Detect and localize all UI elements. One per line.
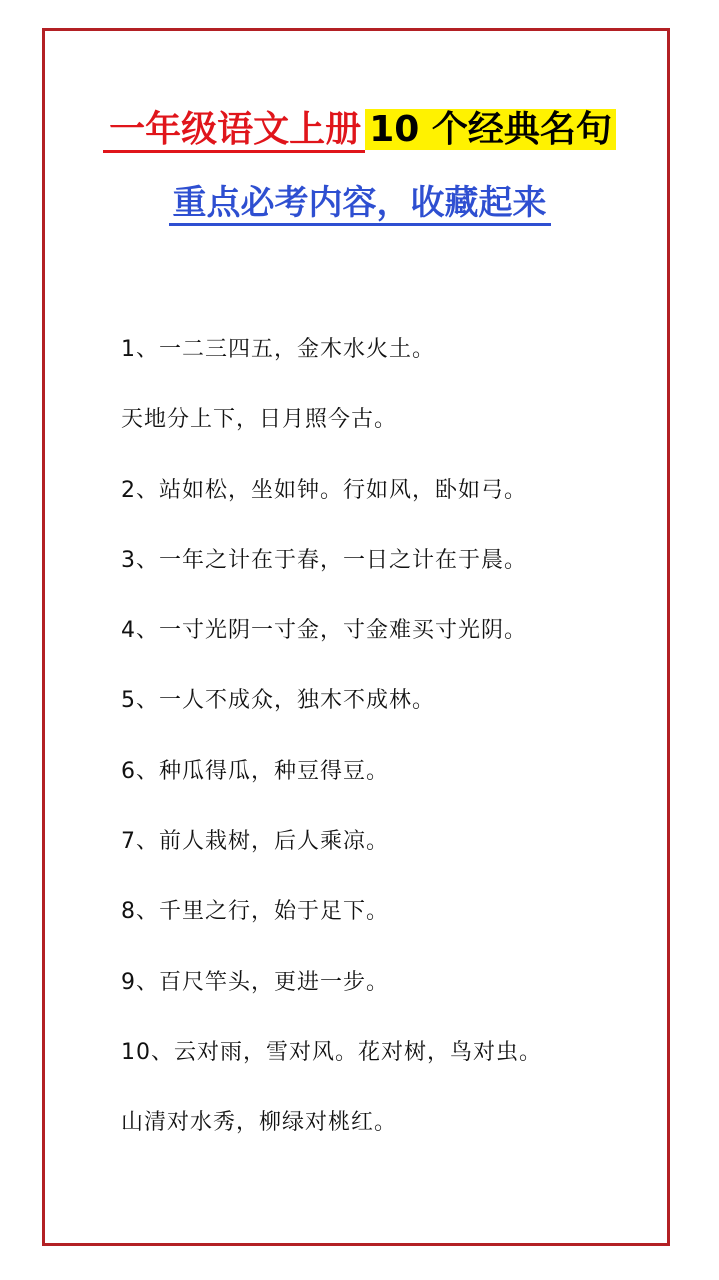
list-item: 9、百尺竿头，更进一步。 (121, 969, 389, 995)
title-highlight-text: 10 个经典名句 (365, 109, 616, 150)
page-subtitle (0, 175, 719, 231)
list-item: 天地分上下，日月照今古。 (121, 407, 398, 433)
list-item: 6、种瓜得瓜，种豆得豆。 (121, 758, 389, 784)
list-item: 1、一二三四五，金木水火土。 (121, 337, 435, 362)
page-title (0, 100, 719, 160)
list-item: 4、一寸光阴一寸金，寸金难买寸光阴。 (121, 618, 527, 644)
list-item: 7、前人栽树，后人乘凉。 (121, 829, 389, 855)
list-item: 8、千里之行，始于足下。 (121, 899, 389, 925)
list-item: 山清对水秀，柳绿对桃红。 (121, 1110, 398, 1136)
list-item: 5、一人不成众，独木不成林。 (121, 688, 435, 714)
title-red-text: 一年级语文上册 (103, 109, 365, 153)
quote-list (121, 325, 542, 1169)
list-item: 10、云对雨，雪对风。花对树，鸟对虫。 (121, 1039, 542, 1065)
list-item: 3、一年之计在于春，一日之计在于晨。 (121, 547, 527, 573)
list-item: 2、站如松，坐如钟。行如风，卧如弓。 (121, 477, 527, 503)
subtitle-text: 重点必考内容，收藏起来 (169, 183, 551, 226)
